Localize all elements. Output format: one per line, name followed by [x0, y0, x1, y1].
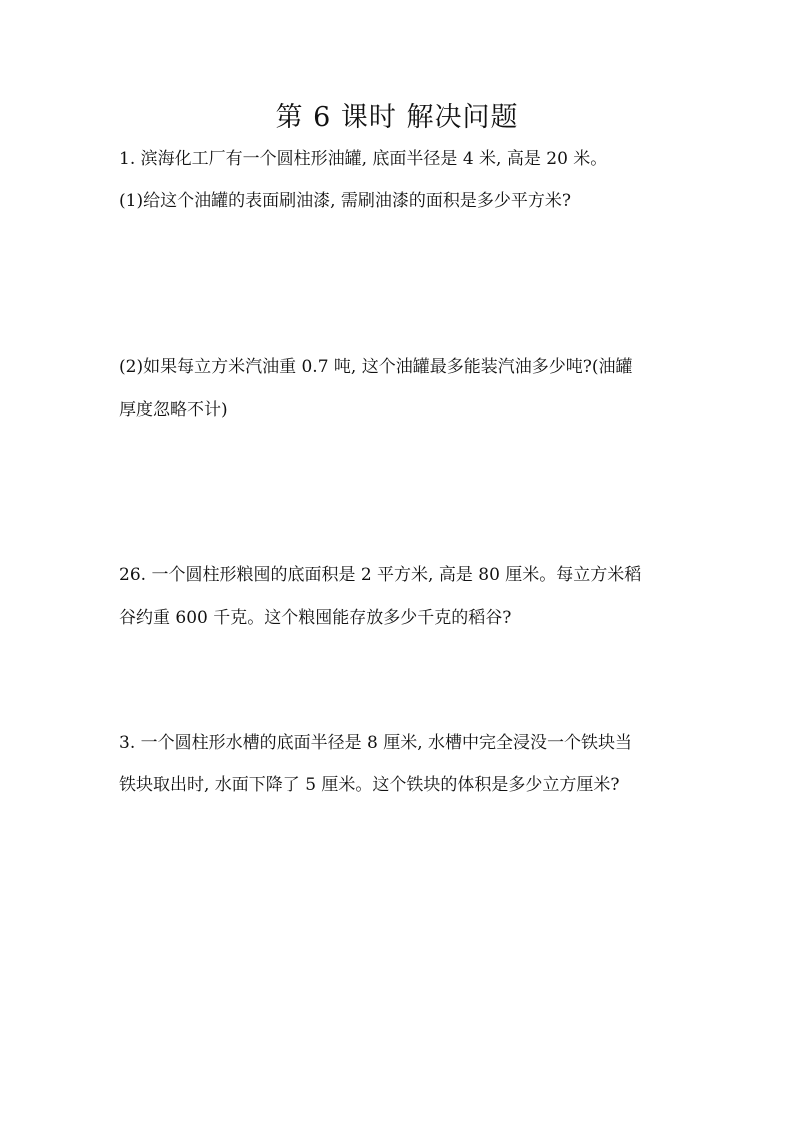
question-26-line-2: 谷约重 600 千克。这个粮囤能存放多少千克的稻谷? [119, 608, 512, 628]
question-3-line-1: 3. 一个圆柱形水槽的底面半径是 8 厘米, 水槽中完全浸没一个铁块当 [119, 733, 633, 753]
question-1-part-2-line-2: 厚度忽略不计) [119, 400, 228, 420]
question-1-part-1: (1)给这个油罐的表面刷油漆, 需刷油漆的面积是多少平方米? [119, 191, 572, 211]
question-26-line-1: 26. 一个圆柱形粮囤的底面积是 2 平方米, 高是 80 厘米。每立方米稻 [119, 565, 642, 585]
question-1-intro: 1. 滨海化工厂有一个圆柱形油罐, 底面半径是 4 米, 高是 20 米。 [119, 149, 608, 169]
page-title: 第 6 课时 解决问题 [275, 102, 519, 133]
question-1-part-2-line-1: (2)如果每立方米汽油重 0.7 吨, 这个油罐最多能装汽油多少吨?(油罐 [119, 357, 633, 377]
question-3-line-2: 铁块取出时, 水面下降了 5 厘米。这个铁块的体积是多少立方厘米? [119, 775, 620, 795]
